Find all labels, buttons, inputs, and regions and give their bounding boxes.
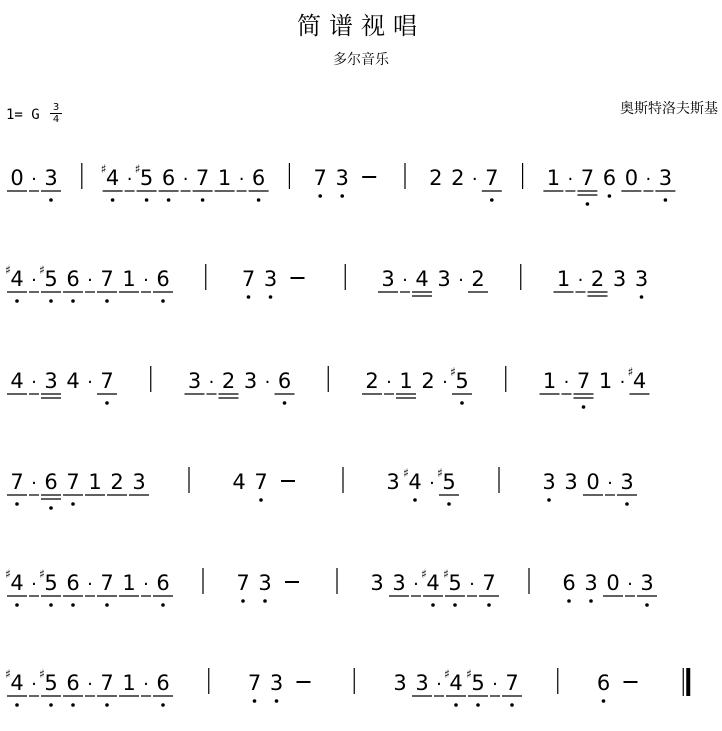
dot-sys2-m1-t1: · — [208, 372, 215, 393]
low-octave-dot — [447, 502, 451, 506]
note-sys0-m3-t0: 2 — [429, 166, 443, 190]
note-sys3-m1-t0: 4 — [232, 470, 246, 494]
dot-sys4-m0-t7: · — [143, 574, 149, 595]
note-sys2-m3-t0: 1 — [542, 369, 557, 393]
note-sys3-m0-t2: 6 — [44, 470, 58, 494]
note-sys3-m1-t1: 7 — [254, 470, 268, 494]
note-sys0-m1-t3: 6 — [161, 166, 176, 190]
dot-sys2-m1-t4: · — [264, 372, 271, 393]
note-sys0-m1-t2: 5 — [139, 166, 154, 190]
note-sys1-m2-t2: 4 — [415, 267, 429, 291]
note-sys4-m3-t2: 0 — [606, 571, 620, 595]
score-subtitle: 多尔音乐 — [333, 52, 389, 68]
dot-sys2-m3-t4: · — [619, 372, 626, 393]
note-sys3-m2-t0: 3 — [386, 470, 400, 494]
dot-sys5-m2-t2: · — [436, 674, 442, 695]
dot-sys0-m1-t7: · — [238, 169, 245, 190]
composer-name: 奥斯特洛夫斯基 — [620, 101, 718, 117]
low-octave-dot — [454, 703, 458, 707]
sharp-sign: ♯ — [5, 667, 11, 681]
note-sys0-m1-t8: 6 — [251, 166, 266, 190]
note-sys3-m0-t3: 7 — [66, 470, 80, 494]
dot-sys4-m2-t2: · — [413, 574, 419, 595]
low-octave-dot — [49, 299, 53, 303]
low-octave-dot — [71, 703, 75, 707]
note-sys2-m3-t3: 1 — [598, 369, 613, 393]
note-sys3-m0-t5: 2 — [110, 470, 124, 494]
note-sys4-m2-t4: 5 — [448, 571, 462, 595]
note-sys5-m2-t3: 4 — [449, 671, 463, 695]
low-octave-dot — [318, 194, 322, 198]
dot-sys2-m2-t1: · — [386, 372, 392, 393]
low-octave-dot — [15, 299, 19, 303]
note-sys1-m3-t2: 2 — [590, 267, 605, 291]
low-octave-dot — [161, 299, 165, 303]
note-sys2-m1-t2: 2 — [221, 369, 236, 393]
dot-sys0-m4-t1: · — [567, 169, 574, 190]
note-sys0-m4-t2: 7 — [580, 166, 595, 190]
dot-sys1-m3-t1: · — [577, 270, 584, 291]
dot-sys4-m0-t4: · — [87, 574, 93, 595]
note-sys3-m0-t0: 7 — [10, 470, 24, 494]
low-octave-dot — [453, 603, 457, 607]
note-sys0-m3-t3: 7 — [485, 166, 499, 190]
note-sys2-m2-t3: 2 — [421, 369, 435, 393]
sharp-sign: ♯ — [444, 667, 450, 681]
low-octave-dot — [105, 299, 109, 303]
note-sys2-m2-t5: 5 — [455, 369, 469, 393]
note-sys1-m0-t6: 1 — [122, 267, 136, 291]
sharp-sign: ♯ — [39, 567, 45, 581]
note-sys4-m2-t1: 3 — [392, 571, 406, 595]
low-octave-dot — [49, 603, 53, 607]
low-octave-dot — [161, 703, 165, 707]
note-sys5-m2-t0: 3 — [393, 671, 407, 695]
note-sys0-m1-t6: 1 — [217, 166, 232, 190]
low-octave-dot — [201, 198, 205, 202]
dot-sys3-m2-t2: · — [429, 473, 435, 494]
dot-sys5-m0-t7: · — [143, 674, 149, 695]
low-octave-dot — [608, 194, 612, 198]
low-octave-dot — [460, 401, 464, 405]
note-sys4-m2-t6: 7 — [482, 571, 496, 595]
low-octave-dot — [589, 599, 593, 603]
note-sys0-m4-t4: 0 — [624, 166, 639, 190]
low-octave-dot — [253, 699, 257, 703]
time-signature-bottom: 4 — [50, 113, 62, 125]
note-sys1-m0-t2: 5 — [44, 267, 58, 291]
dot-sys2-m0-t1: · — [31, 372, 37, 393]
low-octave-dot — [664, 198, 668, 202]
note-sys5-m2-t6: 7 — [505, 671, 519, 695]
note-sys1-m3-t4: 3 — [634, 267, 649, 291]
note-sys1-m2-t0: 3 — [381, 267, 395, 291]
note-sys5-m1-t0: 7 — [247, 671, 262, 695]
note-sys5-m0-t8: 6 — [156, 671, 170, 695]
note-sys4-m0-t2: 5 — [44, 571, 58, 595]
dot-sys0-m3-t2: · — [471, 169, 478, 190]
low-octave-dot — [645, 603, 649, 607]
note-sys0-m4-t3: 6 — [602, 166, 617, 190]
score-title: 简谱视唱 — [297, 12, 425, 40]
time-signature-top: 3 — [52, 102, 60, 113]
low-octave-dot — [49, 506, 53, 510]
dot-sys1-m2-t1: · — [402, 270, 408, 291]
low-octave-dot — [510, 703, 514, 707]
note-sys1-m2-t5: 2 — [471, 267, 485, 291]
note-sys1-m1-t0: 7 — [241, 267, 256, 291]
note-sys4-m0-t5: 7 — [100, 571, 114, 595]
low-octave-dot — [490, 198, 494, 202]
sharp-sign: ♯ — [403, 466, 409, 480]
note-sys2-m1-t5: 6 — [277, 369, 292, 393]
dot-sys4-m0-t1: · — [31, 574, 37, 595]
note-sys5-m0-t0: 4 — [10, 671, 24, 695]
note-sys1-m3-t3: 3 — [612, 267, 627, 291]
dot-sys4-m2-t5: · — [469, 574, 475, 595]
note-sys1-m3-t0: 1 — [556, 267, 571, 291]
low-octave-dot — [487, 603, 491, 607]
dot-sys2-m2-t4: · — [442, 372, 448, 393]
note-sys3-m0-t6: 3 — [132, 470, 146, 494]
dot-sys3-m3-t3: · — [607, 473, 613, 494]
note-sys3-m2-t3: 5 — [442, 470, 456, 494]
low-octave-dot — [105, 703, 109, 707]
note-sys3-m2-t1: 4 — [408, 470, 422, 494]
low-octave-dot — [49, 703, 53, 707]
low-octave-dot — [602, 699, 606, 703]
note-sys0-m2-t0: 7 — [313, 166, 327, 190]
note-sys3-m3-t4: 3 — [620, 470, 634, 494]
low-octave-dot — [241, 599, 245, 603]
sharp-sign: ♯ — [443, 567, 449, 581]
sharp-sign: ♯ — [134, 162, 141, 176]
note-sys4-m2-t3: 4 — [426, 571, 440, 595]
low-octave-dot — [625, 502, 629, 506]
note-sys2-m3-t2: 7 — [576, 369, 591, 393]
low-octave-dot — [71, 603, 75, 607]
sharp-sign: ♯ — [5, 263, 11, 277]
note-sys0-m0-t2: 3 — [44, 166, 58, 190]
note-sys4-m0-t8: 6 — [156, 571, 170, 595]
note-sys4-m0-t3: 6 — [66, 571, 80, 595]
low-octave-dot — [431, 603, 435, 607]
note-sys2-m0-t3: 4 — [66, 369, 80, 393]
note-sys5-m2-t1: 3 — [415, 671, 429, 695]
low-octave-dot — [275, 699, 279, 703]
note-sys4-m3-t1: 3 — [584, 571, 598, 595]
note-sys2-m0-t5: 7 — [100, 369, 114, 393]
low-octave-dot — [476, 703, 480, 707]
dot-sys1-m2-t4: · — [458, 270, 464, 291]
low-octave-dot — [71, 299, 75, 303]
low-octave-dot — [167, 198, 171, 202]
low-octave-dot — [340, 194, 344, 198]
note-sys1-m0-t3: 6 — [66, 267, 80, 291]
dot-sys1-m0-t7: · — [143, 270, 149, 291]
sharp-sign: ♯ — [437, 466, 443, 480]
note-sys0-m4-t6: 3 — [658, 166, 673, 190]
note-sys1-m0-t5: 7 — [100, 267, 114, 291]
dot-sys4-m3-t3: · — [627, 574, 633, 595]
low-octave-dot — [161, 603, 165, 607]
low-octave-dot — [547, 498, 551, 502]
dot-sys0-m0-t1: · — [31, 169, 37, 190]
note-sys2-m1-t0: 3 — [187, 369, 202, 393]
note-sys0-m0-t0: 0 — [10, 166, 24, 190]
note-sys1-m1-t1: 3 — [263, 267, 278, 291]
sharp-sign: ♯ — [39, 667, 45, 681]
note-sys2-m2-t0: 2 — [365, 369, 379, 393]
note-sys5-m2-t4: 5 — [471, 671, 485, 695]
note-sys4-m0-t0: 4 — [10, 571, 24, 595]
low-octave-dot — [111, 198, 115, 202]
note-sys5-m0-t6: 1 — [122, 671, 136, 695]
note-sys4-m3-t4: 3 — [640, 571, 654, 595]
key-signature: 1= G — [6, 107, 40, 123]
note-sys4-m2-t0: 3 — [370, 571, 384, 595]
low-octave-dot — [640, 295, 644, 299]
sharp-sign: ♯ — [39, 263, 45, 277]
dot-sys3-m0-t1: · — [31, 473, 37, 494]
note-sys0-m1-t0: 4 — [105, 166, 120, 190]
low-octave-dot — [15, 502, 19, 506]
low-octave-dot — [49, 198, 53, 202]
note-sys4-m3-t0: 6 — [562, 571, 576, 595]
note-sys3-m3-t0: 3 — [542, 470, 556, 494]
sharp-sign: ♯ — [466, 667, 472, 681]
dot-sys2-m3-t1: · — [563, 372, 570, 393]
dot-sys0-m1-t1: · — [126, 169, 133, 190]
dot-sys2-m0-t4: · — [87, 372, 93, 393]
dot-sys0-m4-t5: · — [645, 169, 652, 190]
note-sys5-m0-t5: 7 — [100, 671, 114, 695]
dot-sys5-m0-t1: · — [31, 674, 37, 695]
note-sys5-m0-t3: 6 — [66, 671, 80, 695]
note-sys3-m3-t1: 3 — [564, 470, 578, 494]
sharp-sign: ♯ — [5, 567, 11, 581]
note-sys2-m1-t3: 3 — [243, 369, 258, 393]
low-octave-dot — [15, 703, 19, 707]
note-sys4-m1-t0: 7 — [236, 571, 250, 595]
sharp-sign: ♯ — [627, 365, 634, 379]
note-sys2-m2-t2: 1 — [399, 369, 413, 393]
note-sys2-m0-t2: 3 — [44, 369, 58, 393]
note-sys2-m3-t5: 4 — [632, 369, 647, 393]
low-octave-dot — [71, 502, 75, 506]
dot-sys5-m0-t4: · — [87, 674, 93, 695]
note-sys4-m1-t1: 3 — [258, 571, 272, 595]
note-sys1-m0-t0: 4 — [10, 267, 24, 291]
note-sys0-m2-t1: 3 — [335, 166, 349, 190]
low-octave-dot — [567, 599, 571, 603]
low-octave-dot — [413, 498, 417, 502]
low-octave-dot — [582, 405, 586, 409]
note-sys4-m0-t6: 1 — [122, 571, 136, 595]
note-sys0-m4-t0: 1 — [546, 166, 561, 190]
note-sys2-m0-t0: 4 — [10, 369, 24, 393]
low-octave-dot — [105, 603, 109, 607]
note-sys3-m3-t2: 0 — [586, 470, 600, 494]
low-octave-dot — [269, 295, 273, 299]
dot-sys1-m0-t4: · — [87, 270, 93, 291]
low-octave-dot — [247, 295, 251, 299]
low-octave-dot — [263, 599, 267, 603]
dot-sys5-m2-t5: · — [492, 674, 498, 695]
note-sys1-m0-t8: 6 — [156, 267, 170, 291]
note-sys5-m0-t2: 5 — [44, 671, 58, 695]
low-octave-dot — [259, 498, 263, 502]
low-octave-dot — [283, 401, 287, 405]
note-sys0-m3-t1: 2 — [451, 166, 465, 190]
low-octave-dot — [145, 198, 149, 202]
dot-sys0-m1-t4: · — [182, 169, 189, 190]
note-sys1-m2-t3: 3 — [437, 267, 451, 291]
low-octave-dot — [257, 198, 261, 202]
note-sys5-m3-t0: 6 — [596, 671, 611, 695]
low-octave-dot — [586, 202, 590, 206]
low-octave-dot — [15, 603, 19, 607]
sharp-sign: ♯ — [421, 567, 427, 581]
sharp-sign: ♯ — [450, 365, 456, 379]
dot-sys1-m0-t1: · — [31, 270, 37, 291]
note-sys0-m1-t5: 7 — [195, 166, 210, 190]
note-sys3-m0-t4: 1 — [88, 470, 102, 494]
sharp-sign: ♯ — [100, 162, 107, 176]
low-octave-dot — [105, 401, 109, 405]
note-sys5-m1-t1: 3 — [269, 671, 284, 695]
